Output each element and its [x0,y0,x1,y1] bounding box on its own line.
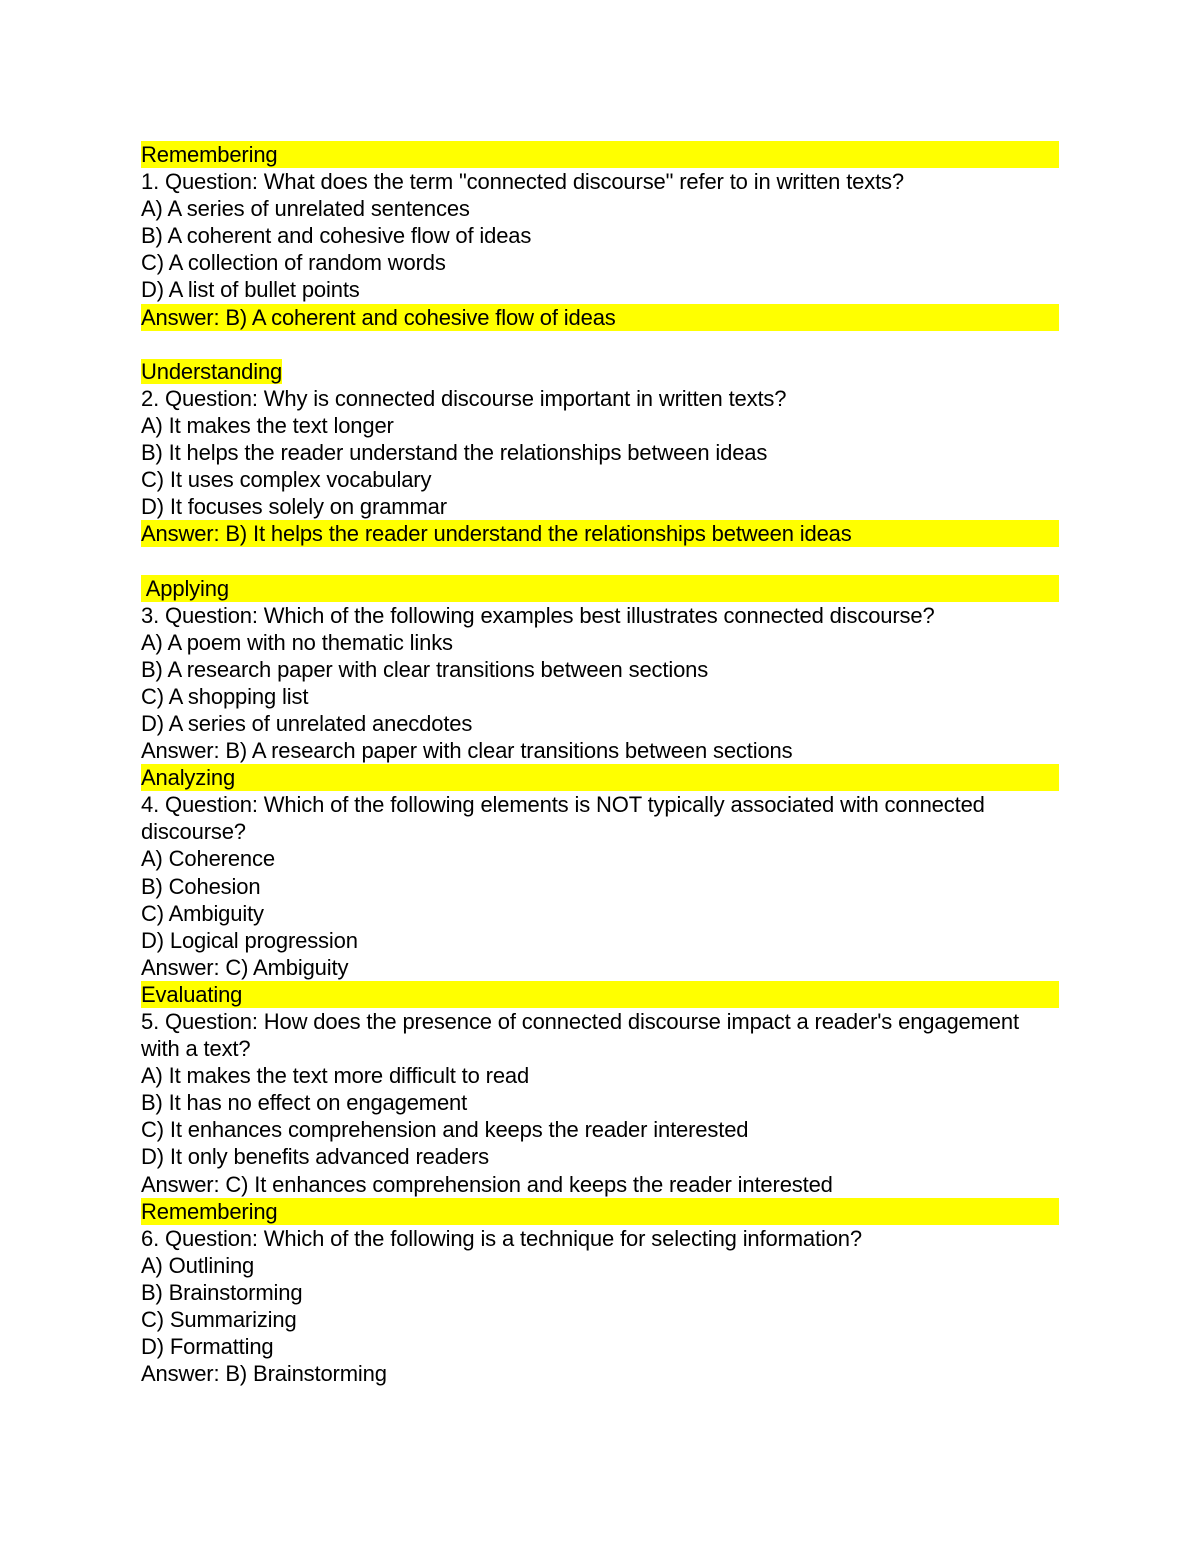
bloom-level-heading: Remembering [141,141,1059,168]
question-block-2 [141,358,1059,548]
option-a: A) Outlining [141,1252,255,1278]
bloom-level-heading: Analyzing [141,764,1059,791]
bloom-level-heading: Applying [141,575,1059,602]
option-b: B) A research paper with clear transitions between sections [141,656,709,682]
question-text: 1. Question: What does the term "connected discourse" refer to in written texts? [141,169,904,195]
question-block-5 [141,981,1059,1198]
question-text: 6. Question: Which of the following is a technique for selecting information? [141,1225,862,1251]
bloom-level-label: Understanding [141,358,283,384]
option-a: A) It makes the text longer [141,412,394,438]
question-text: 4. Question: Which of the following elements is NOT typically associated with connected discourse? [141,792,985,845]
option-b: B) Brainstorming [141,1279,303,1305]
bloom-level-heading [141,358,1059,385]
option-d: D) It focuses solely on grammar [141,494,447,520]
option-d: D) A list of bullet points [141,277,360,303]
option-c: C) Ambiguity [141,900,264,926]
option-a: A) Coherence [141,846,275,872]
option-c: C) A shopping list [141,683,309,709]
option-b: B) It helps the reader understand the relationships between ideas [141,440,768,466]
answer-line: Answer: B) It helps the reader understand the relationships between ideas [141,520,1059,547]
option-d: D) Formatting [141,1334,274,1360]
question-text: 2. Question: Why is connected discourse important in written texts? [141,385,787,411]
question-block-3 [141,575,1059,765]
option-b: B) It has no effect on engagement [141,1090,468,1116]
option-c: C) Summarizing [141,1307,297,1333]
option-c: C) It uses complex vocabulary [141,467,432,493]
option-b: B) Cohesion [141,873,261,899]
answer-line: Answer: B) A coherent and cohesive flow of ideas [141,304,1059,331]
question-block-4 [141,764,1059,981]
bloom-level-heading: Evaluating [141,981,1059,1008]
answer-line: Answer: B) Brainstorming [141,1361,387,1387]
option-c: C) It enhances comprehension and keeps the reader interested [141,1117,749,1143]
document-page [141,141,1059,1387]
answer-line: Answer: C) Ambiguity [141,954,349,980]
question-text: 5. Question: How does the presence of connected discourse impact a reader's engagement with a text? [141,1009,1019,1062]
option-a: A) A series of unrelated sentences [141,196,470,222]
option-a: A) A poem with no thematic links [141,629,453,655]
option-d: D) Logical progression [141,927,358,953]
question-block-6 [141,1198,1059,1388]
option-d: D) A series of unrelated anecdotes [141,710,473,736]
spacer [141,331,1059,358]
spacer [141,547,1059,574]
question-text: 3. Question: Which of the following examples best illustrates connected discourse? [141,602,935,628]
answer-line: Answer: B) A research paper with clear transitions between sections [141,738,793,764]
bloom-level-heading: Remembering [141,1198,1059,1225]
question-block-1 [141,141,1059,331]
option-a: A) It makes the text more difficult to read [141,1063,530,1089]
option-c: C) A collection of random words [141,250,446,276]
option-b: B) A coherent and cohesive flow of ideas [141,223,532,249]
answer-line: Answer: C) It enhances comprehension and keeps the reader interested [141,1171,833,1197]
option-d: D) It only benefits advanced readers [141,1144,490,1170]
